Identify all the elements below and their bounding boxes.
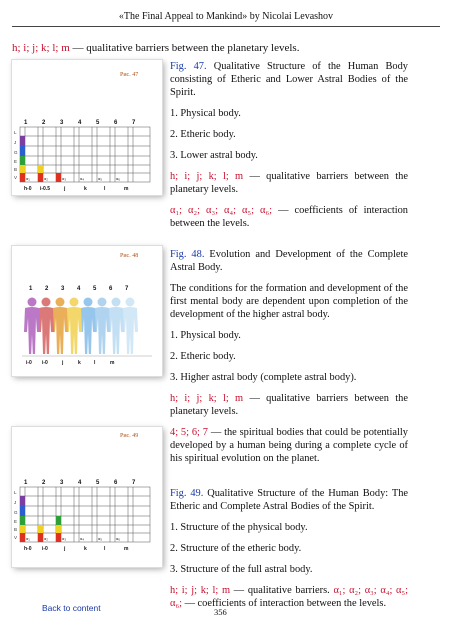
fig48-title: Fig. 48. Evolution and Development of the Complete Astral Body. [170,249,408,273]
fig49-barrier-l: l [104,546,106,552]
running-header: «The Final Appeal to Mankind» by Nicolai Levashov [118,11,334,22]
page-number: 356 [214,607,227,617]
fig47-col-5: 5 [96,120,100,126]
fig48-col-1: 1 [29,286,33,292]
fig48-potential-bodies: 4; 5; 6; 7 — the spiritual bodies that could be potentially developed by a human being during a complete cycle of his spiritual evolution on the planet. [170,427,408,464]
fig48-barriers: h; i; j; k; l; m — qualitative barriers between the planetary levels. [170,393,408,417]
fig49-item-3: 3. Structure of the full astral body. [170,564,313,575]
fig47-col-2: 2 [42,120,46,126]
fig49-col-7: 7 [132,480,136,486]
fig48-item-3: 3. Higher astral body (complete astral body). [170,372,357,383]
fig47-barrier-i: i-0.5 [40,186,51,192]
fig47-alpha-4: α₄ [80,176,84,181]
fig48-barrier-j: j [62,360,64,366]
fig49-barrier-h: h-0 [24,546,32,552]
fig48-barrier-l: l [94,360,96,366]
fig49-barrier-m: m [124,546,129,552]
header-rule [12,26,440,27]
fig47-col-1: 1 [24,120,28,126]
fig49-col-5: 5 [96,480,100,486]
fig49-col-2: 2 [42,480,46,486]
fig47-barrier-j: j [64,186,66,192]
fig49-label: Fig. 49. [170,488,204,499]
fig48-col-2: 2 [45,286,49,292]
fig48-col-3: 3 [61,286,65,292]
fig49-row-G: G [14,510,18,515]
fig48-description [170,248,408,473]
fig47-item-1: 1. Physical body. [170,108,241,119]
fig49-col-4: 4 [78,480,82,486]
fig47-alpha-5: α₅ [98,176,102,181]
fig49-alpha-5: α₅ [98,536,102,541]
fig49-alpha-2: α₂ [44,536,48,541]
fig48-barrier-1: i-0 [26,360,32,366]
fig47-col-7: 7 [132,120,136,126]
figure-48 [12,246,162,376]
fig47-row-B: B [14,167,18,172]
fig48-col-4: 4 [77,286,81,292]
fig49-row-E: E [14,519,18,524]
fig48-col-7: 7 [125,286,129,292]
fig47-row-V: V [14,175,18,180]
fig49-item-1: 1. Structure of the physical body. [170,522,308,533]
figure-48-diagram [12,246,162,376]
figure-49-caption-label: Рис. 49 [120,433,139,439]
fig47-label: Fig. 47. [170,61,207,72]
fig49-item-2: 2. Structure of the etheric body. [170,543,302,554]
fig49-alpha-3: α₃ [62,536,66,541]
figure-49 [12,427,162,567]
fig49-barrier-k: k [84,546,87,552]
lead-rest: — qualitative barriers between the planetary levels. [69,42,300,54]
figure-47 [12,60,162,195]
back-to-content-link[interactable]: Back to content [42,603,101,613]
fig47-alpha-3: α₃ [62,176,66,181]
fig47-barriers: h; i; j; k; l; m — qualitative barriers between the planetary levels. [170,171,408,195]
fig47-title: Fig. 47. Qualitative Structure of the Human Body consisting of Etheric and Lower Astral Bodies of the Spirit. [170,61,409,98]
fig49-alpha-4: α₄ [80,536,84,541]
fig47-barrier-l: l [104,186,106,192]
fig48-paragraph: The conditions for the formation and development of the first mental body are dependent upon completion of the development of the higher astral body. [170,283,408,320]
fig47-alpha-1: α₁ [26,176,30,181]
fig48-barrier-m: m [110,360,115,366]
fig47-alpha-6: α₆ [116,176,120,181]
fig49-col-6: 6 [114,480,118,486]
fig47-row-G: G [14,150,18,155]
figure-49-diagram [12,427,162,567]
fig47-coefficients: α₁; α₂; α₃; α₄; α₅; α₆; — coefficients of interaction between the levels. [170,205,408,229]
fig48-label: Fig. 48. [170,249,205,260]
fig48-col-5: 5 [93,286,97,292]
fig47-col-3: 3 [60,120,64,126]
fig48-barrier-k: k [78,360,81,366]
fig49-row-V: V [14,535,18,540]
fig48-barrier-2: i-0 [42,360,48,366]
fig49-row-L: L [14,490,17,495]
lead-levels: h; i; j; k; l; m [12,42,70,54]
fig49-col-3: 3 [60,480,64,486]
figure-47-diagram [12,60,162,195]
fig47-item-3: 3. Lower astral body. [170,150,258,161]
fig49-row-J: J [14,500,17,505]
fig47-row-E: E [14,159,18,164]
figure-48-caption-label: Рис. 48 [120,253,139,259]
fig48-item-1: 1. Physical body. [170,330,241,341]
fig47-description [170,60,408,238]
fig47-row-L: L [14,130,17,135]
fig47-alpha-2: α₂ [44,176,48,181]
fig48-item-2: 2. Etheric body. [170,351,236,362]
fig48-col-6: 6 [109,286,113,292]
fig47-col-4: 4 [78,120,82,126]
fig47-col-6: 6 [114,120,118,126]
fig49-col-1: 1 [24,480,28,486]
fig49-description [170,487,408,618]
fig47-barrier-h: h-0 [24,186,32,192]
fig49-row-B: B [14,527,18,532]
fig47-barrier-m: m [124,186,129,192]
fig49-barriers-coefficients: h; i; j; k; l; m — qualitative barriers. α₁; α₂; α₃; α₄; α₅; α₆; — coefficients of interaction between the levels. [170,585,408,609]
fig49-barrier-j: j [64,546,66,552]
fig47-barrier-k: k [84,186,87,192]
lead-text [12,42,299,54]
figure-47-caption-label: Рис. 47 [120,72,139,78]
fig47-item-2: 2. Etheric body. [170,129,236,140]
fig49-title: Fig. 49. Qualitative Structure of the Human Body: The Etheric and Complete Astral Bodies of the Spirit. [170,488,408,512]
fig49-barrier-i: i-0 [42,546,48,552]
fig47-row-J: J [14,140,17,145]
fig49-alpha-1: α₁ [26,536,30,541]
fig49-alpha-6: α₆ [116,536,120,541]
